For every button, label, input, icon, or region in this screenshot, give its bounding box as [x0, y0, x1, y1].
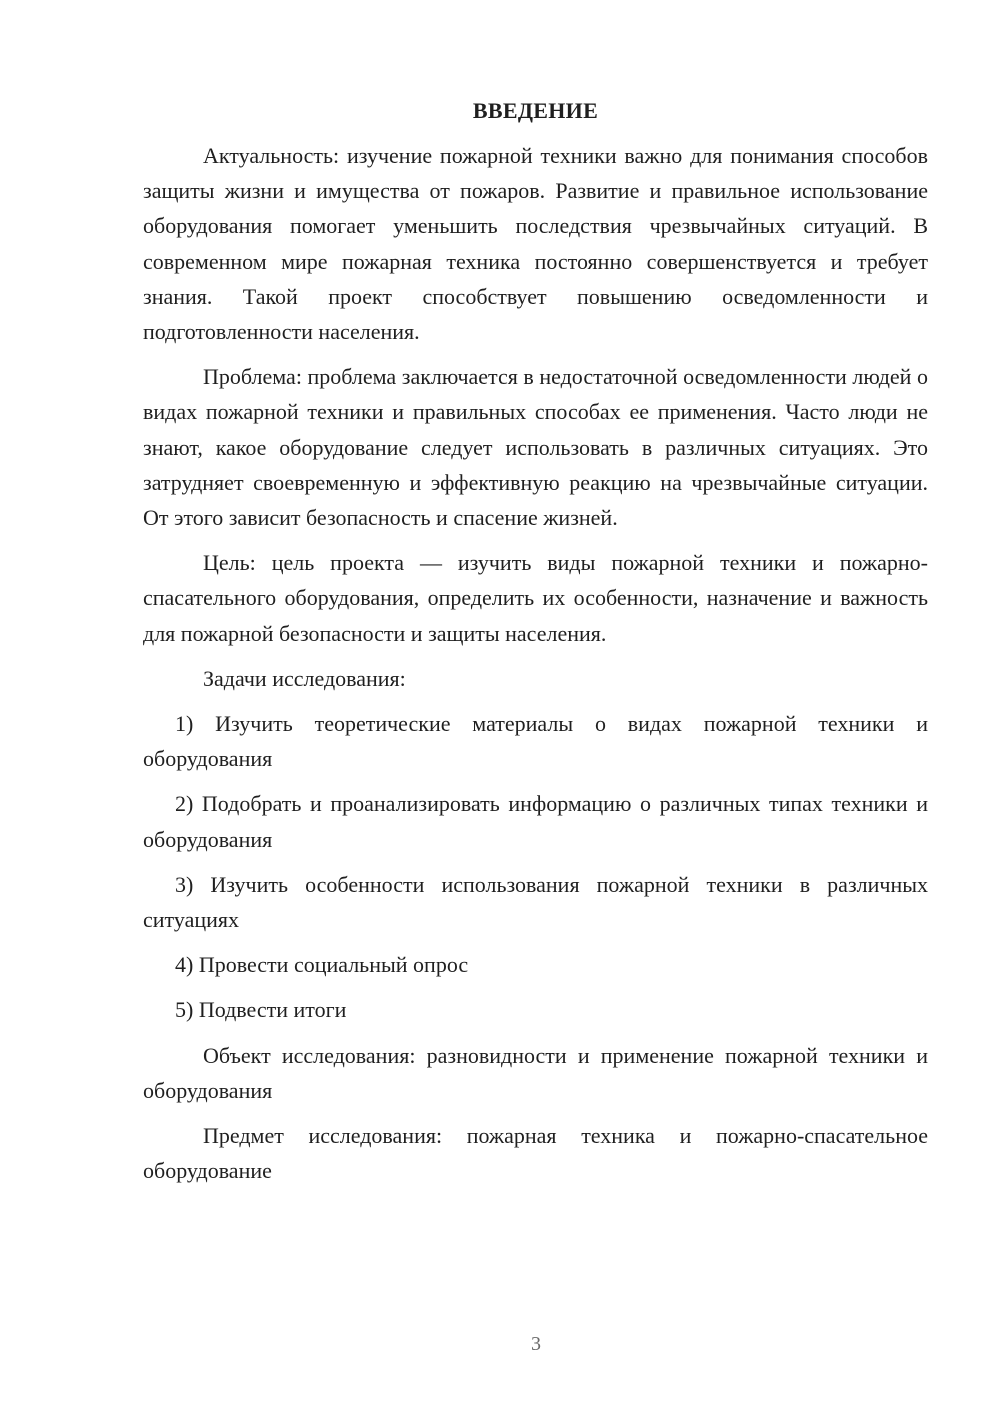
page-title: ВВЕДЕНИЕ: [472, 98, 599, 123]
relevance-paragraph: Актуальность: изучение пожарной техники важно для понимания способов защиты жизни и имущества от пожаров. Развитие и правильное использование оборудования помогает уменьшить последствия чрезвычайных ситуаций. В современном мире пожарная техника постоянно совершенствуется и требует знания. Такой проект способствует повышению осведомленности и подготовленности населения.: [143, 143, 928, 345]
problem-paragraph: Проблема: проблема заключается в недостаточной осведомленности людей о видах пожарной техники и правильных способах ее применения. Часто люди не знают, какое оборудование следует использовать в различных ситуациях. Это затрудняет своевременную и эффективную реакцию на чрезвычайные ситуации. От этого зависит безопасность и спасение жизней.: [143, 364, 928, 531]
task-item-2: 2) Подобрать и проанализировать информацию о различных типах техники и оборудования: [143, 791, 928, 852]
task-item-5: 5) Подвести итоги: [175, 997, 347, 1023]
object-paragraph: Объект исследования: разновидности и применение пожарной техники и оборудования: [143, 1042, 928, 1103]
task-item-3: 3) Изучить особенности использования пожарной техники в различных ситуациях: [143, 871, 928, 933]
task-item-1: 1) Изучить теоретические материалы о видах пожарной техники и оборудования: [143, 711, 928, 772]
page-content: [143, 93, 928, 1198]
goal-paragraph: Цель: цель проекта — изучить виды пожарной техники и пожарно-спасательного оборудования, определить их особенности, назначение и важность для пожарной безопасности и защиты населения.: [143, 550, 928, 646]
page-number: 3: [531, 1333, 541, 1355]
task-item-4: 4) Провести социальный опрос: [175, 952, 469, 978]
subject-paragraph: Предмет исследования: пожарная техника и пожарно-спасательное оборудование: [143, 1123, 928, 1184]
tasks-heading: Задачи исследования:: [203, 665, 406, 691]
